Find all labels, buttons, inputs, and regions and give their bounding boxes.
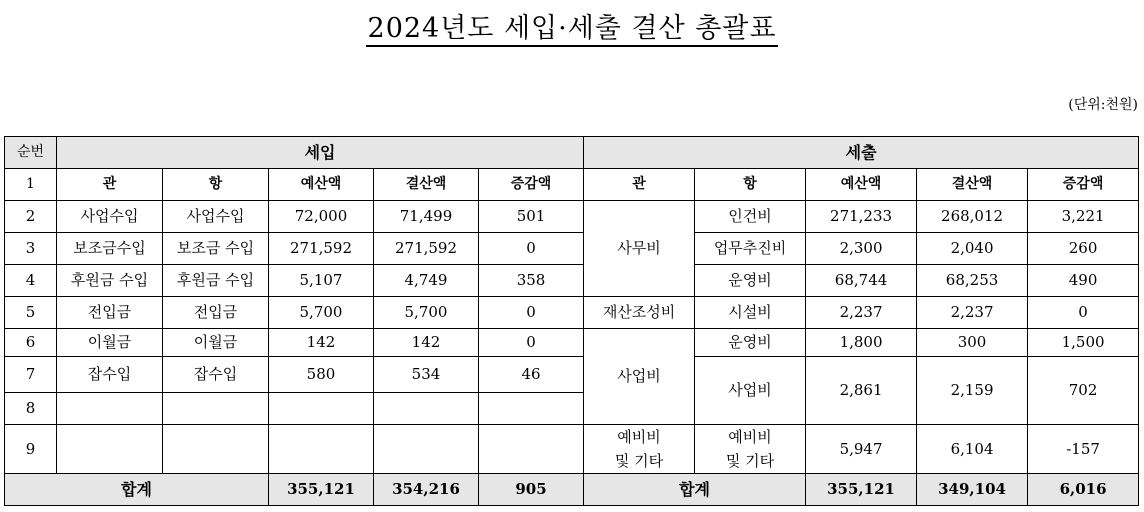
row-number: 4 bbox=[5, 265, 57, 297]
rev-gwan: 보조금수입 bbox=[57, 233, 163, 265]
exp-diff: 490 bbox=[1028, 265, 1139, 297]
table-row bbox=[5, 297, 1139, 329]
col-rev-hang: 항 bbox=[163, 169, 269, 201]
rev-gwan: 전입금 bbox=[57, 297, 163, 329]
exp-hang-reserve bbox=[695, 425, 806, 474]
row-number: 9 bbox=[5, 425, 57, 474]
row-number: 2 bbox=[5, 201, 57, 233]
seq-header: 순번 bbox=[5, 137, 57, 169]
col-exp-hang: 항 bbox=[695, 169, 806, 201]
rev-diff bbox=[479, 393, 584, 425]
exp-gwan-office: 사무비 bbox=[584, 201, 695, 297]
rev-settled: 71,499 bbox=[374, 201, 479, 233]
exp-settled: 2,159 bbox=[917, 357, 1028, 425]
page-title bbox=[0, 6, 1144, 45]
row-number: 1 bbox=[5, 169, 57, 201]
exp-diff: 3,221 bbox=[1028, 201, 1139, 233]
exp-budget: 2,861 bbox=[806, 357, 917, 425]
exp-diff: 260 bbox=[1028, 233, 1139, 265]
row-number: 3 bbox=[5, 233, 57, 265]
rev-gwan bbox=[57, 393, 163, 425]
rev-budget: 142 bbox=[269, 329, 374, 357]
rev-hang: 이월금 bbox=[163, 329, 269, 357]
rev-budget: 5,700 bbox=[269, 297, 374, 329]
table-row bbox=[5, 201, 1139, 233]
exp-hang: 사업비 bbox=[695, 357, 806, 425]
settlement-table bbox=[4, 136, 1139, 506]
exp-diff: -157 bbox=[1028, 425, 1139, 474]
header-row bbox=[5, 137, 1139, 169]
revenue-header: 세입 bbox=[57, 137, 584, 169]
rev-settled: 5,700 bbox=[374, 297, 479, 329]
rev-total-settled: 354,216 bbox=[374, 474, 479, 506]
exp-gwan-reserve-line2: 및 기타 bbox=[614, 452, 664, 470]
rev-budget: 271,592 bbox=[269, 233, 374, 265]
rev-budget bbox=[269, 425, 374, 474]
exp-settled: 6,104 bbox=[917, 425, 1028, 474]
rev-budget: 580 bbox=[269, 357, 374, 393]
exp-budget: 1,800 bbox=[806, 329, 917, 357]
exp-total-budget: 355,121 bbox=[806, 474, 917, 506]
rev-total-diff: 905 bbox=[479, 474, 584, 506]
subheader-row bbox=[5, 169, 1139, 201]
expenditure-header: 세출 bbox=[584, 137, 1139, 169]
rev-budget: 72,000 bbox=[269, 201, 374, 233]
col-exp-gwan: 관 bbox=[584, 169, 695, 201]
rev-diff: 46 bbox=[479, 357, 584, 393]
exp-settled: 2,237 bbox=[917, 297, 1028, 329]
col-exp-budget: 예산액 bbox=[806, 169, 917, 201]
rev-settled bbox=[374, 425, 479, 474]
col-exp-diff: 증감액 bbox=[1028, 169, 1139, 201]
rev-gwan bbox=[57, 425, 163, 474]
rev-gwan: 후원금 수입 bbox=[57, 265, 163, 297]
col-exp-settled: 결산액 bbox=[917, 169, 1028, 201]
rev-total-budget: 355,121 bbox=[269, 474, 374, 506]
rev-settled: 271,592 bbox=[374, 233, 479, 265]
col-rev-diff: 증감액 bbox=[479, 169, 584, 201]
total-row bbox=[5, 474, 1139, 506]
rev-gwan: 이월금 bbox=[57, 329, 163, 357]
rev-settled: 142 bbox=[374, 329, 479, 357]
rev-diff: 0 bbox=[479, 233, 584, 265]
exp-total-label: 합계 bbox=[584, 474, 806, 506]
rev-settled bbox=[374, 393, 479, 425]
row-number: 5 bbox=[5, 297, 57, 329]
exp-settled: 268,012 bbox=[917, 201, 1028, 233]
rev-hang: 잡수입 bbox=[163, 357, 269, 393]
rev-budget: 5,107 bbox=[269, 265, 374, 297]
exp-diff: 1,500 bbox=[1028, 329, 1139, 357]
exp-budget: 2,237 bbox=[806, 297, 917, 329]
rev-hang: 사업수입 bbox=[163, 201, 269, 233]
exp-hang: 운영비 bbox=[695, 329, 806, 357]
col-rev-settled: 결산액 bbox=[374, 169, 479, 201]
rev-gwan: 잡수입 bbox=[57, 357, 163, 393]
table-row bbox=[5, 329, 1139, 357]
exp-hang: 업무추진비 bbox=[695, 233, 806, 265]
exp-settled: 300 bbox=[917, 329, 1028, 357]
exp-diff: 0 bbox=[1028, 297, 1139, 329]
col-rev-budget: 예산액 bbox=[269, 169, 374, 201]
exp-hang-reserve-line2: 및 기타 bbox=[725, 452, 775, 470]
rev-hang: 후원금 수입 bbox=[163, 265, 269, 297]
row-number: 6 bbox=[5, 329, 57, 357]
rev-diff: 0 bbox=[479, 297, 584, 329]
rev-settled: 4,749 bbox=[374, 265, 479, 297]
table-row bbox=[5, 425, 1139, 474]
exp-budget: 271,233 bbox=[806, 201, 917, 233]
rev-hang: 전입금 bbox=[163, 297, 269, 329]
table-row bbox=[5, 265, 1139, 297]
rev-hang bbox=[163, 393, 269, 425]
rev-diff: 358 bbox=[479, 265, 584, 297]
table-row bbox=[5, 233, 1139, 265]
unit-label: (단위:천원) bbox=[1068, 97, 1138, 113]
exp-hang: 인건비 bbox=[695, 201, 806, 233]
exp-settled: 2,040 bbox=[917, 233, 1028, 265]
exp-gwan-reserve bbox=[584, 425, 695, 474]
rev-total-label: 합계 bbox=[5, 474, 269, 506]
row-number: 8 bbox=[5, 393, 57, 425]
rev-gwan: 사업수입 bbox=[57, 201, 163, 233]
exp-budget: 5,947 bbox=[806, 425, 917, 474]
table-row bbox=[5, 357, 1139, 393]
title-text: 2024년도 세입·세출 결산 총괄표 bbox=[366, 13, 779, 47]
rev-hang: 보조금 수입 bbox=[163, 233, 269, 265]
exp-total-diff: 6,016 bbox=[1028, 474, 1139, 506]
exp-gwan-reserve-line1: 예비비 bbox=[617, 428, 661, 446]
rev-diff bbox=[479, 425, 584, 474]
exp-gwan-asset: 재산조성비 bbox=[584, 297, 695, 329]
rev-hang bbox=[163, 425, 269, 474]
rev-budget bbox=[269, 393, 374, 425]
exp-hang-reserve-line1: 예비비 bbox=[728, 428, 772, 446]
exp-hang: 운영비 bbox=[695, 265, 806, 297]
exp-budget: 2,300 bbox=[806, 233, 917, 265]
col-rev-gwan: 관 bbox=[57, 169, 163, 201]
exp-settled: 68,253 bbox=[917, 265, 1028, 297]
exp-budget: 68,744 bbox=[806, 265, 917, 297]
exp-total-settled: 349,104 bbox=[917, 474, 1028, 506]
row-number: 7 bbox=[5, 357, 57, 393]
rev-diff: 0 bbox=[479, 329, 584, 357]
rev-settled: 534 bbox=[374, 357, 479, 393]
rev-diff: 501 bbox=[479, 201, 584, 233]
exp-diff: 702 bbox=[1028, 357, 1139, 425]
exp-hang: 시설비 bbox=[695, 297, 806, 329]
exp-gwan-project: 사업비 bbox=[584, 329, 695, 425]
